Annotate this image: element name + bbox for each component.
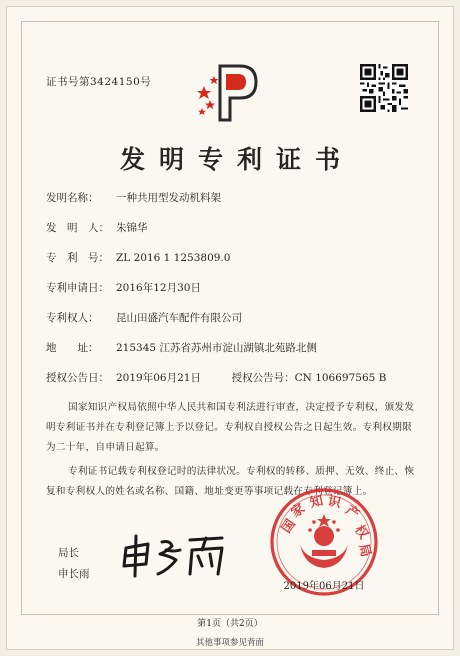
statement-paragraph: 专利证书记载专利权登记时的法律状况。专利权的转移、质押、无效、终止、恢复和专利权人的姓名或名称、国籍、地址变更等事项记载在专利登记簿上。 xyxy=(46,466,415,497)
svg-text:局: 局 xyxy=(355,542,374,559)
page-title: 发明专利证书 xyxy=(119,145,354,174)
svg-text:权: 权 xyxy=(351,522,371,542)
field-value: CN 106697565 B xyxy=(294,372,387,384)
field-value: 昆山田盛汽车配件有限公司 xyxy=(116,312,242,324)
field-value: 2019年06月21日 xyxy=(116,372,201,384)
field-value: 朱锦华 xyxy=(116,222,148,234)
field-patent-number xyxy=(46,250,230,265)
field-value: ZL 2016 1 1253809.0 xyxy=(116,252,231,264)
director-name: 申长雨 xyxy=(58,568,90,580)
svg-text:知: 知 xyxy=(308,493,325,512)
svg-text:识: 识 xyxy=(326,493,343,512)
qr-code-icon xyxy=(360,64,408,112)
field-value: 一种共用型发动机料架 xyxy=(116,192,221,204)
field-label: 地 址： xyxy=(46,342,99,354)
svg-text:国: 国 xyxy=(279,516,299,537)
field-label: 专 利 号： xyxy=(46,252,109,264)
certificate-number: 证书号第3424150号 xyxy=(46,76,152,88)
field-value: 215345 江苏省苏州市淀山湖镇北苑路北侧 xyxy=(116,342,317,354)
patent-office-emblem-icon xyxy=(196,60,262,126)
field-label: 授权公告日： xyxy=(46,372,109,384)
field-application-date xyxy=(46,280,201,295)
director-signature-icon xyxy=(118,530,230,580)
field-patentee xyxy=(46,310,242,325)
footer-note: 其他事项参见背面 xyxy=(195,638,264,648)
field-label: 发 明 人： xyxy=(46,222,109,234)
director-title: 局长 xyxy=(58,547,79,559)
field-label: 专利权人： xyxy=(46,312,99,324)
field-value: 2016年12月30日 xyxy=(116,282,201,294)
svg-text:产: 产 xyxy=(342,502,362,523)
field-inventor xyxy=(46,220,148,235)
seal-date: 2019年06月21日 xyxy=(283,581,365,592)
field-invention-name xyxy=(46,190,221,205)
field-label: 专利申请日： xyxy=(46,282,109,294)
page-indicator: 第1页（共2页） xyxy=(197,619,263,629)
field-label: 授权公告号： xyxy=(231,372,295,384)
field-label: 发明名称： xyxy=(46,192,99,204)
field-grant-date xyxy=(46,370,386,385)
svg-text:家: 家 xyxy=(288,501,308,521)
statement-paragraph: 国家知识产权局依照中华人民共和国专利法进行审查，决定授予专利权，颁发发明专利证书并在专利登记簿上予以登记。专利权自授权公告之日起生效。专利权期限为二十年，自申请日起算。 xyxy=(46,402,415,453)
field-address xyxy=(46,340,317,355)
